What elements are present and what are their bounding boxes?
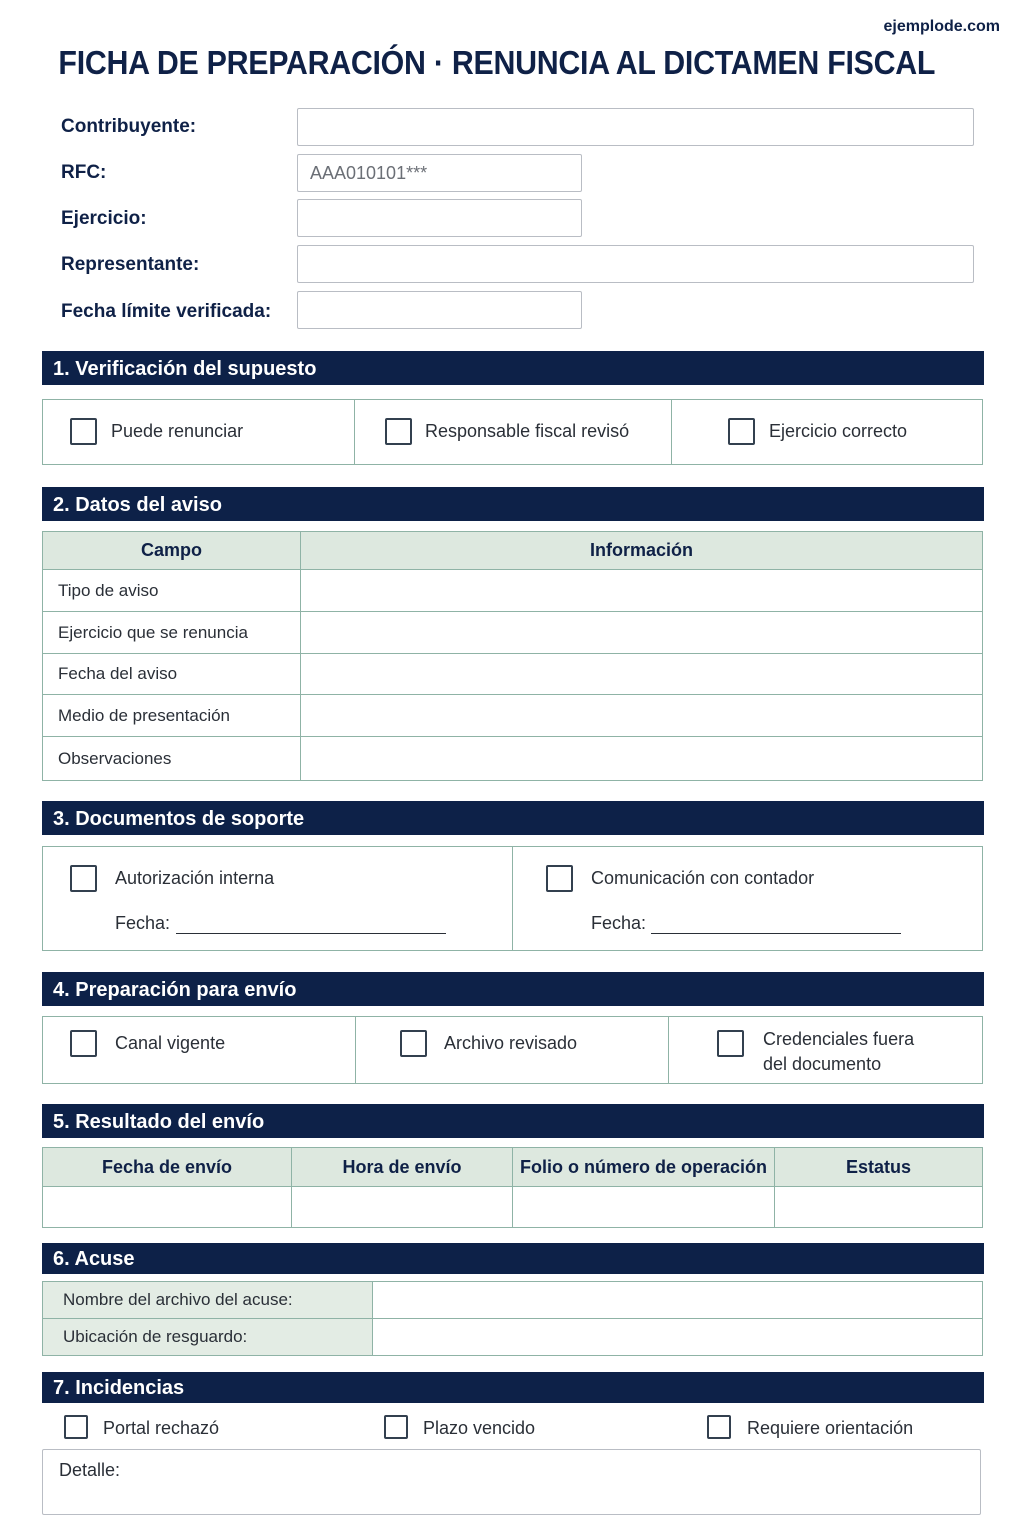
requiere-orientacion-label: Requiere orientación xyxy=(747,1418,914,1438)
autorizacion-interna-checkbox[interactable] xyxy=(70,865,97,892)
canal-vigente-checkbox[interactable] xyxy=(70,1030,97,1057)
fecha-envio-header: Fecha de envío xyxy=(43,1148,292,1187)
canal-vigente-label: Canal vigente xyxy=(115,1033,226,1053)
fecha-limite-label: Fecha límite verificada: xyxy=(61,301,272,322)
ubicacion-resguardo-input[interactable] xyxy=(373,1319,983,1356)
page-title: FICHA DE PREPARACIÓN · RENUNCIA AL DICTAMEN FISCAL xyxy=(58,44,936,81)
fecha-envio-input[interactable] xyxy=(43,1187,292,1228)
detalle-textarea[interactable] xyxy=(42,1449,981,1515)
ejercicio-renuncia-label: Ejercicio que se renuncia xyxy=(43,612,301,654)
preparacion-checklist xyxy=(42,1016,983,1084)
documento-cell xyxy=(43,847,513,950)
table-row xyxy=(43,1187,983,1228)
campo-header: Campo xyxy=(43,532,301,570)
checklist-cell xyxy=(672,400,982,464)
fecha-label: Fecha: xyxy=(115,913,171,933)
hora-envio-header: Hora de envío xyxy=(292,1148,513,1187)
checklist-cell xyxy=(669,1017,982,1083)
section-4-header: 4. Preparación para envío xyxy=(42,972,984,1006)
section-1-header: 1. Verificación del supuesto xyxy=(42,351,984,385)
comunicacion-contador-checkbox[interactable] xyxy=(546,865,573,892)
section-3-header: 3. Documentos de soporte xyxy=(42,801,984,835)
documento-cell xyxy=(513,847,982,950)
credenciales-label-line2: del documento xyxy=(763,1054,882,1074)
puede-renunciar-label: Puede renunciar xyxy=(111,421,244,441)
section-7-header: 7. Incidencias xyxy=(42,1372,984,1403)
observaciones-input[interactable] xyxy=(301,737,983,781)
checklist-cell xyxy=(43,400,355,464)
datos-aviso-table xyxy=(42,531,983,781)
observaciones-label: Observaciones xyxy=(43,737,301,781)
plazo-vencido-checkbox[interactable] xyxy=(384,1415,408,1439)
resultado-envio-table xyxy=(42,1147,983,1228)
tipo-aviso-label: Tipo de aviso xyxy=(43,570,301,612)
hora-envio-input[interactable] xyxy=(292,1187,513,1228)
table-row xyxy=(43,1319,983,1356)
ubicacion-resguardo-label: Ubicación de resguardo: xyxy=(43,1319,373,1356)
site-brand: ejemplode.com xyxy=(883,18,1000,35)
fecha-aviso-input[interactable] xyxy=(301,654,983,695)
ejercicio-correcto-label: Ejercicio correcto xyxy=(769,421,908,441)
checklist-cell xyxy=(43,1017,356,1083)
fecha-limite-field[interactable] xyxy=(297,291,582,329)
table-row xyxy=(43,570,983,612)
estatus-header: Estatus xyxy=(775,1148,983,1187)
fecha-label: Fecha: xyxy=(591,913,647,933)
representante-label: Representante: xyxy=(61,254,200,275)
estatus-input[interactable] xyxy=(775,1187,983,1228)
rfc-label: RFC: xyxy=(61,162,107,183)
verificacion-checklist xyxy=(42,399,983,465)
autorizacion-fecha-line[interactable] xyxy=(176,933,446,934)
table-row xyxy=(43,1282,983,1319)
portal-rechazo-checkbox[interactable] xyxy=(64,1415,88,1439)
table-row xyxy=(43,695,983,737)
section-6-header: 6. Acuse xyxy=(42,1243,984,1274)
contribuyente-label: Contribuyente: xyxy=(61,116,197,137)
portal-rechazo-label: Portal rechazó xyxy=(103,1418,220,1438)
folio-input[interactable] xyxy=(513,1187,775,1228)
tipo-aviso-input[interactable] xyxy=(301,570,983,612)
nombre-acuse-input[interactable] xyxy=(373,1282,983,1319)
table-row xyxy=(43,737,983,781)
archivo-revisado-checkbox[interactable] xyxy=(400,1030,427,1057)
documentos-soporte xyxy=(42,846,983,951)
representante-field[interactable] xyxy=(297,245,974,283)
ejercicio-correcto-checkbox[interactable] xyxy=(728,418,755,445)
contribuyente-field[interactable] xyxy=(297,108,974,146)
archivo-revisado-label: Archivo revisado xyxy=(444,1033,578,1053)
folio-header: Folio o número de operación xyxy=(513,1148,775,1187)
requiere-orientacion-checkbox[interactable] xyxy=(707,1415,731,1439)
fecha-aviso-label: Fecha del aviso xyxy=(43,654,301,695)
autorizacion-interna-label: Autorización interna xyxy=(115,868,275,888)
medio-presentacion-label: Medio de presentación xyxy=(43,695,301,737)
puede-renunciar-checkbox[interactable] xyxy=(70,418,97,445)
credenciales-label-line1: Credenciales fuera xyxy=(763,1029,915,1049)
responsable-reviso-checkbox[interactable] xyxy=(385,418,412,445)
section-2-header: 2. Datos del aviso xyxy=(42,487,984,521)
ejercicio-renuncia-input[interactable] xyxy=(301,612,983,654)
ejercicio-label: Ejercicio: xyxy=(61,208,147,229)
comunicacion-contador-label: Comunicación con contador xyxy=(591,868,815,888)
table-row xyxy=(43,612,983,654)
detalle-label: Detalle: xyxy=(59,1460,121,1480)
ejercicio-field[interactable] xyxy=(297,199,582,237)
plazo-vencido-label: Plazo vencido xyxy=(423,1418,536,1438)
checklist-cell xyxy=(356,1017,669,1083)
comunicacion-fecha-line[interactable] xyxy=(651,933,901,934)
nombre-acuse-label: Nombre del archivo del acuse: xyxy=(43,1282,373,1319)
rfc-field[interactable]: AAA010101*** xyxy=(297,154,582,192)
credenciales-checkbox[interactable] xyxy=(717,1030,744,1057)
responsable-reviso-label: Responsable fiscal revisó xyxy=(425,421,630,441)
informacion-header: Información xyxy=(301,532,983,570)
acuse-table xyxy=(42,1281,983,1356)
medio-presentacion-input[interactable] xyxy=(301,695,983,737)
checklist-cell xyxy=(355,400,672,464)
table-row xyxy=(43,654,983,695)
section-5-header: 5. Resultado del envío xyxy=(42,1104,984,1138)
